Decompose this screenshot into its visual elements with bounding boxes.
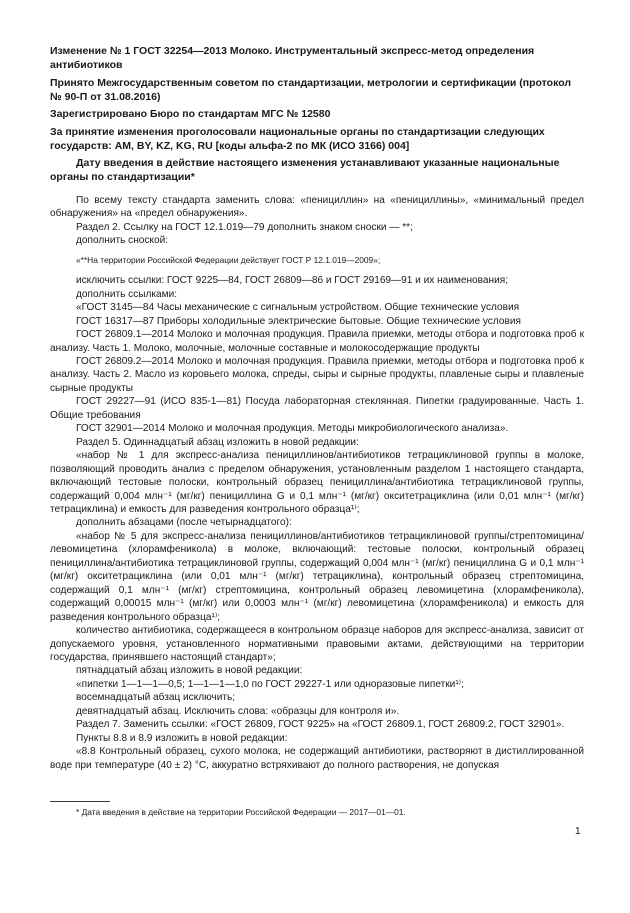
adoption-info: Принято Межгосударственным советом по стандартизации, метрологии и сертификации (протокол № 90-П от 31.08.2016): [50, 77, 572, 103]
paragraph: дополнить сноской:: [76, 235, 169, 247]
paragraph: ГОСТ 29227—91 (ИСО 835-1—81) Посуда лабораторная стеклянная. Пипетки градуированные. Часть 1. Общие требования: [50, 396, 584, 421]
paragraph: девятнадцатый абзац. Исключить слова: «образцы для контроля и».: [76, 705, 400, 717]
inline-footnote: «**На территории Российской Федерации действует ГОСТ Р 12.1.019—2009»;: [76, 254, 381, 265]
effective-date-note: Дату введения в действие настоящего изменения устанавливают указанные национальные органы по стандартизации*: [50, 157, 560, 183]
paragraph: «ГОСТ 3145—84 Часы механические с сигнальным устройством. Общие технические условия: [76, 302, 520, 314]
footnote: * Дата введения в действие на территории Российской Федерации — 2017—01—01.: [76, 807, 406, 817]
paragraph: Пункты 8.8 и 8.9 изложить в новой редакции:: [76, 732, 288, 744]
paragraph: дополнить ссылками:: [76, 288, 178, 300]
paragraph: «набор № 1 для экспресс-анализа пенициллинов/антибиотиков тетрациклиновой группы в молоке, позволяющий проводить анализ с пределом обнаружения, установленным разделом 1 настоящего стандарта, включающий тестовые полоски, контрольный образец пенициллина/антибиотика тетрациклиновой группы, содержащий 0,004 млн⁻¹ (мг/кг) пенициллина G и 0,1 млн⁻¹ (мг/кг) окситетрациклина (или 0,01 млн⁻¹ (мг/кг) тетрациклина) и емкость для разведения контрольного образца¹⁾;: [50, 450, 584, 515]
paragraph: «набор № 5 для экспресс-анализа пенициллинов/антибиотиков тетрациклиновой группы/стрептомицина/левомицетина (хлорамфеникола) в молоке, включающий: тестовые полоски, контрольный образец пенициллина/антибиотика тетрациклиновой группы, содержащий 0,004 млн⁻¹ (мг/кг) пенициллина G и 0,1 млн⁻¹ (мг/кг) окситетрациклина (или 0,01 млн⁻¹ (мг/кг) тетрациклина), контрольный образец стрептомицина, содержащий 0,1 млн⁻¹ (мг/кг) стрептомицина, контрольный образец левомицетина (хлорамфеникола), содержащий 0,00015 млн⁻¹ (мг/кг) или 0,0003 млн⁻¹ (мг/кг) левомицетина (хлорамфеникола) и емкость для разведения контрольного образца¹⁾;: [50, 530, 584, 623]
paragraph: ГОСТ 32901—2014 Молоко и молочная продукция. Методы микробиологического анализа».: [76, 423, 509, 435]
paragraph: «пипетки 1—1—1—0,5; 1—1—1—1,0 по ГОСТ 29227-1 или одноразовые пипетки¹⁾;: [76, 678, 464, 690]
paragraph: Раздел 5. Одиннадцатый абзац изложить в новой редакции:: [76, 436, 359, 448]
paragraph: исключить ссылки: ГОСТ 9225—84, ГОСТ 26809—86 и ГОСТ 29169—91 и их наименования;: [76, 275, 509, 287]
paragraph: восемнадцатый абзац исключить;: [76, 692, 236, 704]
paragraph: Раздел 7. Заменить ссылки: «ГОСТ 26809, ГОСТ 9225» на «ГОСТ 26809.1, ГОСТ 26809.2, ГОСТ 32901».: [76, 719, 565, 731]
page-number: 1: [575, 826, 581, 837]
footnote-divider: [50, 801, 110, 802]
amendment-title: Изменение № 1 ГОСТ 32254—2013 Молоко. Инструментальный экспресс-метод определения антибиотиков: [50, 45, 535, 71]
paragraph: ГОСТ 26809.2—2014 Молоко и молочная продукция. Правила приемки, методы отбора и подготовка проб к анализу. Часть 2. Масло из коровьего молока, спреды, сыры и сырные продукты, плавленые сыры и плавленые сырные продукты: [50, 355, 584, 394]
paragraph: пятнадцатый абзац изложить в новой редакции:: [76, 665, 303, 677]
document-body: [50, 194, 584, 772]
paragraph: По всему тексту стандарта заменить слова: «пенициллин» на «пенициллины», «минимальный предел обнаружения» на «предел обнаружения».: [50, 195, 584, 220]
paragraph: ГОСТ 16317—87 Приборы холодильные электрические бытовые. Общие технические условия: [76, 315, 521, 327]
registration-info: Зарегистрировано Бюро по стандартам МГС № 12580: [50, 108, 331, 120]
voting-countries: За принятие изменения проголосовали национальные органы по стандартизации следующих государств: AM, BY, KZ, KG, RU [коды альфа-2 по МК (ИСО 3166) 004]: [50, 126, 545, 152]
paragraph: ГОСТ 26809.1—2014 Молоко и молочная продукция. Правила приемки, методы отбора и подготовка проб к анализу. Часть 1. Молоко, молочные, молочные составные и молокосодержащие продукты: [50, 329, 584, 354]
paragraph: Раздел 2. Ссылку на ГОСТ 12.1.019—79 дополнить знаком сноски — **;: [76, 221, 413, 233]
paragraph: дополнить абзацами (после четырнадцатого):: [76, 517, 292, 529]
paragraph: «8.8 Контрольный образец, сухого молока, не содержащий антибиотики, растворяют в дистиллированной воде при температуре (40 ± 2) °С, аккуратно встряхивают до полного растворения, не допуская: [50, 746, 584, 771]
paragraph: количество антибиотика, содержащееся в контрольном образце наборов для экспресс-анализа, зависит от допускаемого уровня, установленного нормативными правовыми актами, действующими на территории государства, принявшего настоящий стандарт»;: [50, 625, 584, 663]
